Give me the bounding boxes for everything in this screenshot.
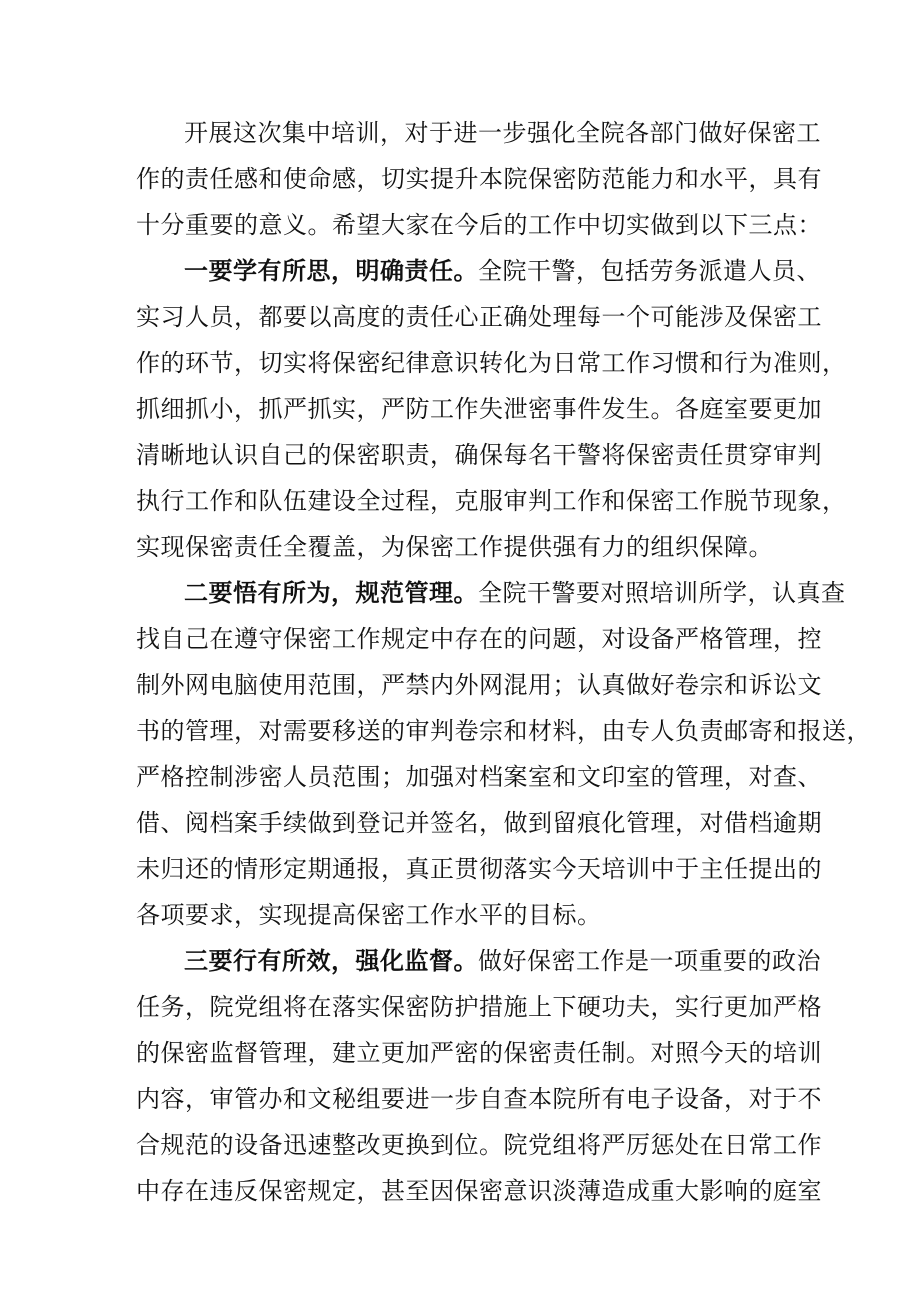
point-one-heading: 一要学有所思，明确责任。 <box>184 256 478 285</box>
text-line: 合规范的设备迅速整改更换到位。院党组将严厉惩处在日常工作 <box>136 1131 822 1159</box>
text-line: 借、阅档案手续做到登记并签名，做到留痕化管理，对借档逾期 <box>136 809 822 837</box>
point-three-text: 做好保密工作是一项重要的政治 <box>478 947 821 975</box>
text-line: 严格控制涉密人员范围；加强对档案室和文印室的管理，对查、 <box>136 763 822 791</box>
text-line: 开展这次集中培训，对于进一步强化全院各部门做好保密工 <box>184 119 821 147</box>
text-line: 找自己在遵守保密工作规定中存在的问题，对设备严格管理，控 <box>136 625 822 653</box>
text-line: 制外网电脑使用范围，严禁内外网混用；认真做好卷宗和诉讼文 <box>136 671 822 699</box>
text-line: 抓细抓小，抓严抓实，严防工作失泄密事件发生。各庭室要更加 <box>136 395 822 423</box>
text-line: 实习人员，都要以高度的责任心正确处理每一个可能涉及保密工 <box>136 303 822 331</box>
point-two-heading: 二要悟有所为，规范管理。 <box>184 578 478 607</box>
point-three-heading: 三要行有所效，强化监督。 <box>184 946 478 975</box>
point-one-text: 全院干警，包括劳务派遣人员、 <box>478 257 821 285</box>
text-line: 作的责任感和使命感，切实提升本院保密防范能力和水平，具有 <box>136 165 822 193</box>
paragraph-point-one <box>136 248 847 570</box>
text-line: 中存在违反保密规定，甚至因保密意识淡薄造成重大影响的庭室 <box>136 1177 822 1205</box>
text-line: 各项要求，实现提高保密工作水平的目标。 <box>136 901 602 929</box>
document-body <box>136 110 871 1214</box>
text-line <box>136 570 846 616</box>
text-line: 内容，审管办和文秘组要进一步自查本院所有电子设备，对于不 <box>136 1085 822 1113</box>
text-line: 执行工作和队伍建设全过程，克服审判工作和保密工作脱节现象， <box>136 487 847 515</box>
paragraph-point-two <box>136 570 871 938</box>
text-line: 的保密监督管理，建立更加严密的保密责任制。对照今天的培训 <box>136 1039 822 1067</box>
text-line: 实现保密责任全覆盖，为保密工作提供强有力的组织保障。 <box>136 533 773 561</box>
text-line: 清晰地认识自己的保密职责，确保每名干警将保密责任贯穿审判 <box>136 441 822 469</box>
text-line: 作的环节，切实将保密纪律意识转化为日常工作习惯和行为准则， <box>136 349 847 377</box>
text-line <box>136 938 821 984</box>
text-line: 任务，院党组将在落实保密防护措施上下硬功夫，实行更加严格 <box>136 993 822 1021</box>
text-line: 书的管理，对需要移送的审判卷宗和材料，由专人负责邮寄和报送， <box>136 717 871 745</box>
text-line: 未归还的情形定期通报，真正贯彻落实今天培训中于主任提出的 <box>136 855 822 883</box>
text-line <box>136 248 821 294</box>
text-line: 十分重要的意义。希望大家在今后的工作中切实做到以下三点： <box>136 211 822 239</box>
point-two-text: 全院干警要对照培训所学，认真查 <box>478 579 846 607</box>
paragraph-point-three <box>136 938 822 1214</box>
paragraph-intro <box>136 110 822 248</box>
